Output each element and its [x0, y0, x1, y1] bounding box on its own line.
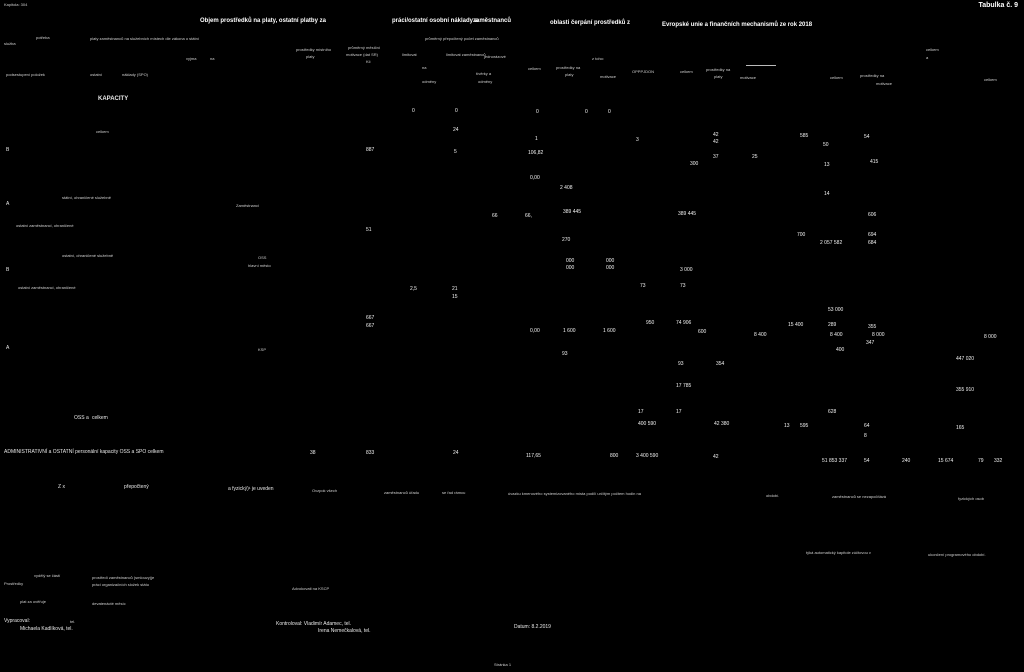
header-rule — [746, 65, 776, 66]
total-value: 800 — [610, 453, 619, 459]
footnote: Z x — [58, 484, 65, 490]
header-col3: zaměstnanců — [473, 18, 512, 24]
cell-value: 354 — [716, 361, 725, 367]
note: práci organizačních složek státu — [92, 582, 149, 587]
cell-value: 289 — [828, 322, 837, 328]
cell-value: 415 — [870, 159, 879, 165]
cell-value: 13 — [784, 423, 790, 429]
row-kapacity: KAPACITY — [98, 96, 129, 102]
cell-value: 585 — [800, 133, 809, 139]
sub-prostredky-mist: prostředky místního — [296, 47, 332, 52]
sub-z-toho: z toho: — [592, 56, 605, 61]
cell-value: 93 — [678, 361, 684, 367]
cell-value: 42 380 — [714, 421, 730, 427]
sub-platy3: platy — [714, 74, 723, 79]
cell-value: 1 600 — [603, 328, 616, 334]
cell-value: 000 — [606, 258, 615, 264]
row-ostatni1: ostatní zaměstnanci, ohraničené — [16, 223, 74, 228]
note: týká automatický kapitole zúčtovou v — [806, 550, 871, 555]
cell-value: 300 — [690, 161, 699, 167]
cell-value: 447 020 — [956, 356, 975, 362]
total-value: 79 — [978, 458, 984, 464]
row-letter-a3: A — [6, 345, 10, 351]
row-statni2: ostatní, ohraničené služebně — [62, 253, 114, 258]
page-number: Stránka 1 — [494, 662, 512, 667]
footnote: úvazku kmenového systemizovaného místa podílí určitým počtem hodin na — [508, 491, 641, 496]
cell-value: 21 — [452, 286, 458, 292]
prepared-by-tel: tel. — [70, 619, 76, 624]
sub-sluzba: služba — [4, 41, 16, 46]
date: Datum: 8.2.2019 — [514, 624, 551, 630]
footnote: se řad rámcu — [442, 490, 466, 495]
cell-value: 400 590 — [638, 421, 657, 427]
total-value: 51 853 337 — [822, 458, 848, 464]
row-letter-b2: B — [6, 267, 10, 273]
cell-value: 2 057 582 — [820, 240, 843, 246]
cell-value: 0 — [608, 109, 611, 115]
footnote: přepočtený — [124, 484, 149, 490]
sub-jednorazove: jednorázové — [484, 54, 506, 59]
sub-celkem-d: celkem — [926, 47, 939, 52]
cell-value: 53 000 — [828, 307, 844, 313]
sub-motivace: motivace — [600, 74, 617, 79]
cell-value: 93 — [562, 351, 568, 357]
cell-value: 8 000 — [984, 334, 997, 340]
cell-value: 14 — [824, 191, 830, 197]
cell-value: 74 906 — [676, 320, 692, 326]
sub-potreba: potřeba — [36, 35, 50, 40]
cell-value: 000 — [566, 265, 575, 271]
cell-value: 700 — [797, 232, 806, 238]
sub-ostatni: ostatní — [90, 72, 103, 77]
sub-platy: platy — [306, 54, 315, 59]
cell-value: 355 — [868, 324, 877, 330]
cell-value: 667 — [366, 315, 375, 321]
cell-value: 389 445 — [563, 209, 582, 215]
cell-value: 106,82 — [528, 150, 544, 156]
sub-celkem-e: celkem — [984, 77, 997, 82]
cell-value: 3 — [636, 137, 639, 143]
cell-value: 0 — [455, 108, 458, 114]
row-letter-b1: B — [6, 147, 10, 153]
note: ukončení programového období. — [928, 552, 986, 557]
sub-na-r: na — [422, 65, 427, 70]
sub-odmeny2: odměny — [478, 79, 493, 84]
prepared-by-name: Michaela Kadlíková, tel. — [20, 626, 73, 632]
cell-value: 1 600 — [563, 328, 576, 334]
cell-value: 73 — [640, 283, 646, 289]
note: Prostředky — [4, 581, 24, 586]
sub-celkem-b: celkem — [680, 69, 693, 74]
note: prostředí zaměstnanců (smlouvy)je — [92, 575, 155, 580]
footnote: a fyzický)¹ je uveden — [228, 486, 274, 492]
row-admin-total: ADMINISTRATIVNÍ a OSTATNÍ personální kapacity OSS a SPO celkem — [4, 449, 164, 455]
row-statni1: státní, ohraničené služebně — [62, 195, 111, 200]
cell-value: 0 — [412, 108, 415, 114]
header-col5: Evropské unie a finančních mechanismů ze rok 2018 — [662, 22, 813, 28]
cell-value: 42 — [713, 139, 719, 145]
row-hlavni-mesto: hlavní město — [248, 263, 271, 268]
cell-value: 0,00 — [530, 328, 540, 334]
cell-value: 606 — [868, 212, 877, 218]
cell-value: 8 — [864, 433, 867, 439]
total-value: 38 — [310, 450, 316, 456]
sub-limitovat-zam: limitovat zaměstnanců — [446, 52, 486, 57]
note: plat za ověřuje — [20, 599, 47, 604]
sub-celkem-a: celkem — [528, 66, 541, 71]
cell-value: 51 — [366, 227, 372, 233]
note: devatenácté měsíc — [92, 601, 126, 606]
note: vydělý se částí — [34, 573, 61, 578]
sub-kc: Kč — [366, 59, 371, 64]
row-celkem: celkem — [96, 129, 109, 134]
cell-value: 950 — [646, 320, 655, 326]
header-col2: práci/ostatní osobní náklady a — [392, 18, 479, 24]
cell-value: 13 — [824, 162, 830, 168]
cell-value: 73 — [680, 283, 686, 289]
cell-value: 0,00 — [530, 175, 540, 181]
total-value: 24 — [453, 450, 459, 456]
cell-value: 1 — [535, 136, 538, 142]
sub-prostredky-na2: prostředky na — [706, 67, 731, 72]
cell-value: 2 408 — [560, 185, 573, 191]
footnote: zaměstnanců úřadu — [384, 490, 420, 495]
prepared-by-label: Vypracoval: — [4, 618, 30, 624]
total-value: 3 400 590 — [636, 453, 659, 459]
cell-value: 628 — [828, 409, 837, 415]
header-col1: Objem prostředků na platy, ostatní platby za — [200, 18, 326, 24]
sub-podsestupeni: podsestupení položek — [6, 72, 45, 77]
table-number: Tabulka č. 9 — [978, 2, 1018, 9]
header-col4: oblasti čerpání prostředků z — [550, 20, 631, 26]
cell-value: 37 — [713, 154, 719, 160]
cell-value: 595 — [800, 423, 809, 429]
footnote: Ovzpok všech — [312, 488, 338, 493]
cell-value: 2,5 — [410, 286, 417, 292]
sub-motivace2: motivace — [740, 75, 757, 80]
sub-naklady: náklady (SPO) — [122, 72, 149, 77]
total-value: 42 — [713, 454, 719, 460]
cell-value: 15 — [452, 294, 458, 300]
cell-value: 684 — [868, 240, 877, 246]
row-zamestnanci: Zaměstnanci — [236, 203, 259, 208]
cell-value: 667 — [366, 323, 375, 329]
row-ksp: KSP — [258, 347, 267, 352]
row-oss-celkem-a: OSS a — [74, 415, 89, 421]
row-letter-a1: A — [6, 201, 10, 207]
cell-value: 165 — [956, 425, 965, 431]
footnote: fyzických osob — [958, 496, 985, 501]
cell-value: 64 — [864, 423, 870, 429]
total-value: 54 — [864, 458, 870, 464]
sub-stavky: tívěrky a — [476, 71, 492, 76]
sub-na: na — [210, 56, 215, 61]
cell-value: 17 — [638, 409, 644, 415]
chapter-label: Kapitola: 304 — [4, 2, 28, 7]
note: Advokovati na KSCP — [292, 586, 330, 591]
row-ostatni2: ostatní zaměstnanci, ohraničené — [18, 285, 76, 290]
sub-motivace3: motivace — [876, 81, 893, 86]
total-value: 332 — [994, 458, 1003, 464]
row-oss-celkem-b: celkem — [92, 415, 108, 421]
cell-value: 355 910 — [956, 387, 975, 393]
cell-value: 887 — [366, 147, 375, 153]
cell-value: 694 — [868, 232, 877, 238]
sub-motivace-sr: motivace (dat SR) — [346, 52, 379, 57]
sub-prostredky-na3: prostředky na — [860, 73, 885, 78]
sub-prumerny: průměrný přepočtený počet zaměstnanců — [425, 36, 499, 41]
cell-value: 3 000 — [680, 267, 693, 273]
total-value: 117,65 — [526, 453, 541, 459]
total-value: 15 674 — [938, 458, 954, 464]
sub-a: a — [926, 55, 929, 60]
cell-value: 17 785 — [676, 383, 692, 389]
cell-value: 0 — [585, 109, 588, 115]
cell-value: 25 — [752, 154, 758, 160]
cell-value: 50 — [823, 142, 829, 148]
cell-value: 8 400 — [754, 332, 767, 338]
cell-value: 0 — [536, 109, 539, 115]
cell-value: 42 — [713, 132, 719, 138]
cell-value: 66, — [525, 213, 532, 219]
footnote: období. — [766, 493, 780, 498]
cell-value: 600 — [698, 329, 707, 335]
cell-value: 17 — [676, 409, 682, 415]
cell-value: 5 — [454, 149, 457, 155]
sub-celkem-c: celkem — [830, 75, 843, 80]
checked-by: Kontroloval: Vladimír Adamec, tel. — [276, 621, 352, 627]
sub-prostredky-na: prostředky na — [556, 65, 581, 70]
cell-value: 15 400 — [788, 322, 804, 328]
total-value: 240 — [902, 458, 911, 464]
sub-odmeny: odměny — [422, 79, 437, 84]
cell-value: 8 000 — [872, 332, 885, 338]
cell-value: 000 — [606, 265, 615, 271]
cell-value: 8 400 — [830, 332, 843, 338]
sub-limitovat: limitovat — [402, 52, 417, 57]
cell-value: 54 — [864, 134, 870, 140]
sub-opppjdon: OPPPJDON — [632, 69, 655, 74]
checked-by-name: Irena Nemečkalová, tel. — [318, 628, 371, 634]
cell-value: 347 — [866, 340, 875, 346]
cell-value: 24 — [453, 127, 459, 133]
footnote: zaměstnanců se nezapočítává — [832, 494, 887, 499]
sub-platy2: platy — [565, 72, 574, 77]
sub-prumerny-mesicni: průměrný měsíční — [348, 45, 381, 50]
cell-value: 270 — [562, 237, 571, 243]
cell-value: 66 — [492, 213, 498, 219]
sub-platy-text: platy zaměstnanců na služebních místech dle zákona o státní — [90, 36, 199, 41]
cell-value: 400 — [836, 347, 845, 353]
sub-vyjma: vyjma — [186, 56, 197, 61]
total-value: 833 — [366, 450, 375, 456]
row-oss: OSS — [258, 255, 267, 260]
cell-value: 389 445 — [678, 211, 697, 217]
cell-value: 000 — [566, 258, 575, 264]
